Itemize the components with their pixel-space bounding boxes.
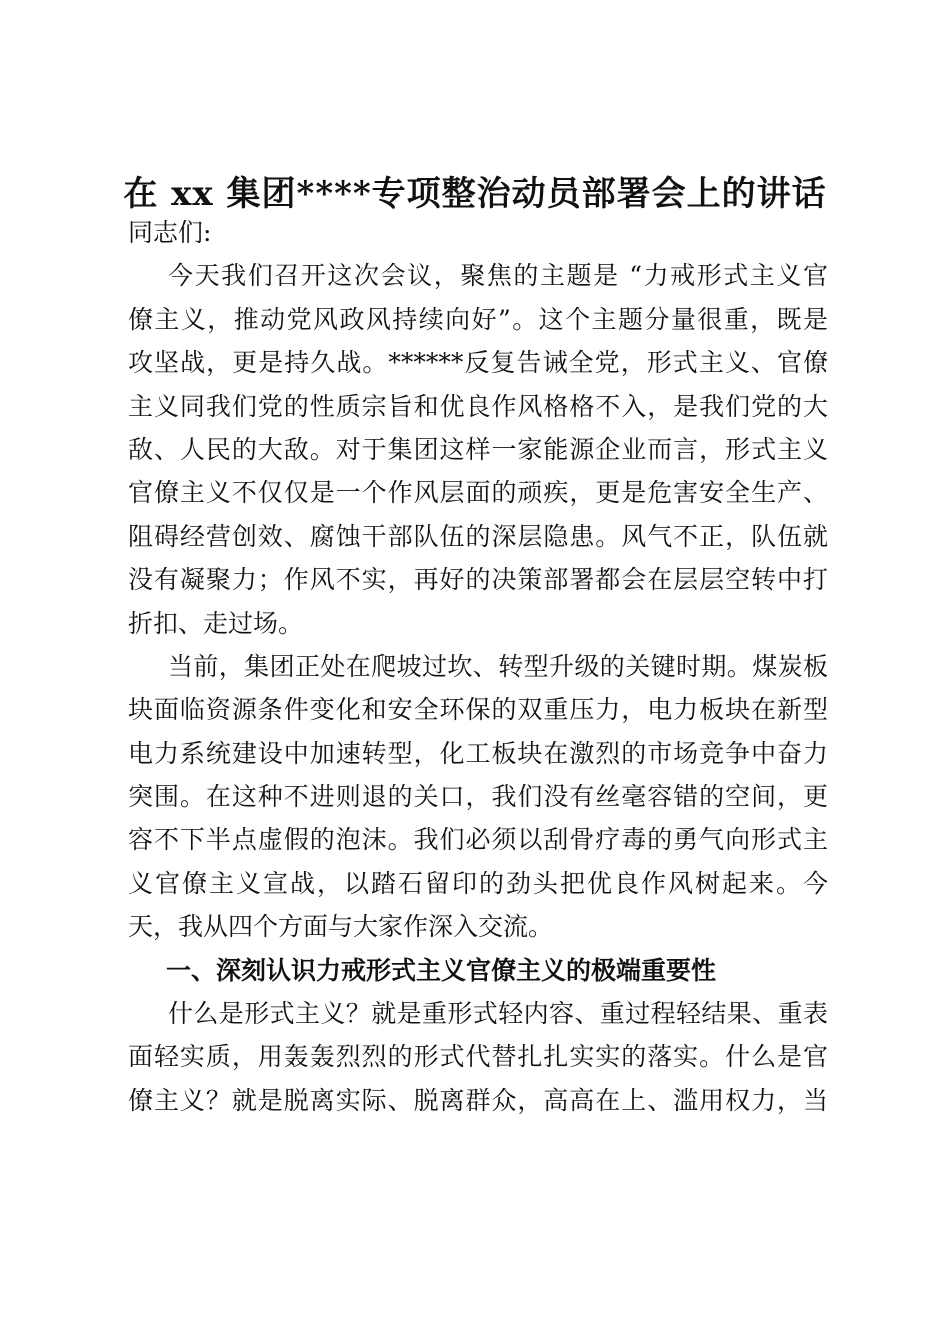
document-title: 在 xx 集团****专项整治动员部署会上的讲话 xyxy=(123,174,827,214)
document-body xyxy=(128,211,828,1122)
paragraph-1-line: 折扣、走过场。 xyxy=(128,608,304,638)
paragraph-1-line: 阻碍经营创效、腐蚀干部队伍的深层隐患。风气不正，队伍就 xyxy=(128,521,828,551)
paragraph-1-line: 没有凝聚力；作风不实，再好的决策部署都会在层层空转中打 xyxy=(128,565,828,595)
paragraph-2-line: 电力系统建设中加速转型，化工板块在激烈的市场竞争中奋力 xyxy=(128,738,828,768)
paragraph-1-line: 官僚主义不仅仅是一个作风层面的顽疾，更是危害安全生产、 xyxy=(128,478,828,508)
paragraph-1-line: 主义同我们党的性质宗旨和优良作风格格不入，是我们党的大 xyxy=(128,391,828,421)
paragraph-2-line: 义官僚主义宣战，以踏石留印的劲头把优良作风树起来。今 xyxy=(128,868,828,898)
paragraph-1-line: 僚主义，推动党风政风持续向好”。这个主题分量很重，既是 xyxy=(128,304,828,334)
paragraph-2-line: 容不下半点虚假的泡沫。我们必须以刮骨疗毒的勇气向形式主 xyxy=(128,825,828,855)
paragraph-2-line: 当前，集团正处在爬坡过坎、转型升级的关键时期。煤炭板 xyxy=(168,651,828,681)
paragraph-3-line: 面轻实质，用轰轰烈烈的形式代替扎扎实实的落实。什么是官 xyxy=(128,1042,828,1072)
paragraph-2-line: 突围。在这种不进则退的关口，我们没有丝毫容错的空间，更 xyxy=(128,782,828,812)
paragraph-3-line: 僚主义？就是脱离实际、脱离群众，高高在上、滥用权力，当 xyxy=(128,1085,828,1115)
paragraph-1-line: 攻坚战，更是持久战。******反复告诫全党，形式主义、官僚 xyxy=(128,348,828,378)
paragraph-3-line: 什么是形式主义？就是重形式轻内容、重过程轻结果、重表 xyxy=(168,999,828,1029)
salutation: 同志们: xyxy=(128,218,212,247)
paragraph-1-line: 敌、人民的大敌。对于集团这样一家能源企业而言，形式主义 xyxy=(128,434,828,464)
paragraph-2-line: 天，我从四个方面与大家作深入交流。 xyxy=(128,912,554,942)
paragraph-1-line: 今天我们召开这次会议，聚焦的主题是 “力戒形式主义官 xyxy=(168,261,828,291)
section-heading-1: 一、深刻认识力戒形式主义官僚主义的极端重要性 xyxy=(166,955,717,985)
paragraph-2-line: 块面临资源条件变化和安全环保的双重压力，电力板块在新型 xyxy=(128,695,828,725)
